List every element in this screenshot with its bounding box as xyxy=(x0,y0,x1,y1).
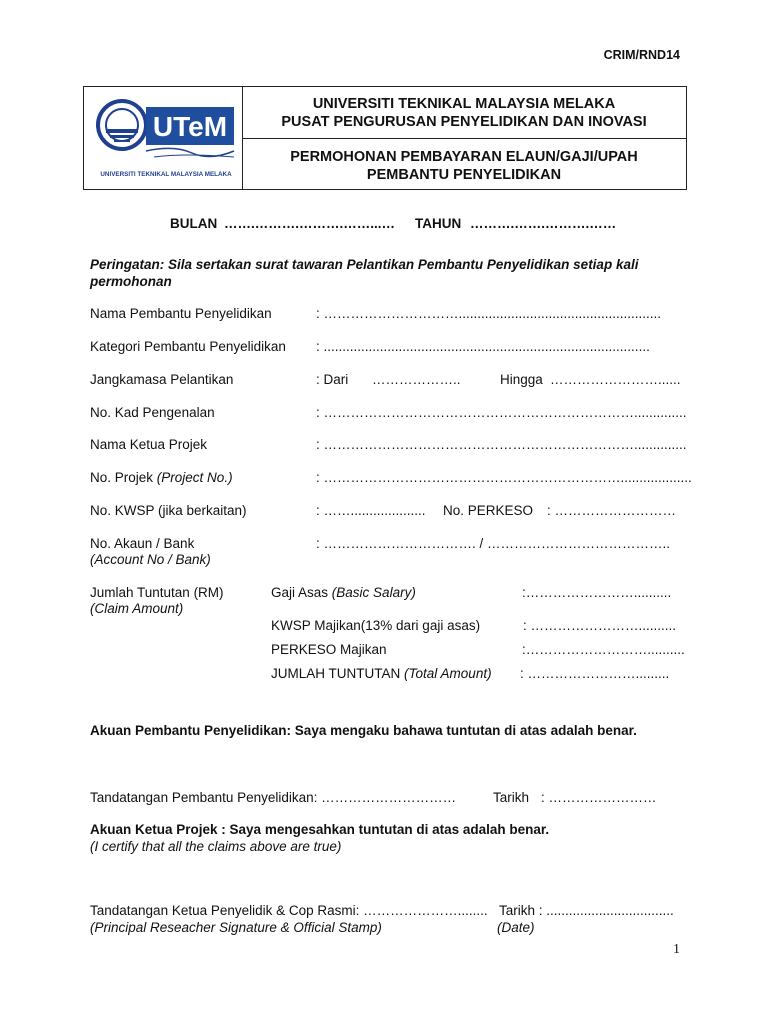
logo-subtitle: UNIVERSITI TEKNIKAL MALAYSIA MELAKA xyxy=(100,171,232,178)
declaration-ra: Akuan Pembantu Penyelidikan: Saya mengaku bahawa tuntutan di atas adalah benar. xyxy=(90,723,637,738)
kad-field[interactable]: : …………………………………………………………….............. xyxy=(316,405,687,420)
hingga-label: Hingga xyxy=(500,372,543,387)
form-title-cell xyxy=(242,140,686,189)
warning-line2: permohonan xyxy=(90,274,172,289)
kwsp-label: No. KWSP (jika berkaitan) xyxy=(90,503,247,518)
signature-ra-field[interactable]: Tandatangan Pembantu Penyelidikan: ………………………… xyxy=(90,790,457,805)
ketua-label: Nama Ketua Projek xyxy=(90,437,208,452)
dari-label: : Dari xyxy=(316,372,349,387)
perkeso-majikan-field[interactable]: :……………………….......... xyxy=(522,642,685,657)
bulan-label: BULAN xyxy=(170,216,218,231)
tahun-label: TAHUN xyxy=(415,216,462,231)
utem-logo xyxy=(84,87,242,189)
form-code: CRIM/RND14 xyxy=(603,48,680,62)
kad-label: No. Kad Pengenalan xyxy=(90,405,215,420)
jangkamasa-label: Jangkamasa Pelantikan xyxy=(90,372,234,387)
declaration-pl: Akuan Ketua Projek : Saya mengesahkan tuntutan di atas adalah benar. xyxy=(90,822,550,837)
projek-label-en: (Project No.) xyxy=(156,470,233,485)
dari-field[interactable]: ……………….. xyxy=(372,372,461,387)
gaji-field[interactable]: :…………………….......... xyxy=(522,585,672,600)
gaji-label-en: (Basic Salary) xyxy=(331,585,416,600)
kwsp-majikan-label: KWSP Majikan(13% dari gaji asas) xyxy=(271,618,481,633)
claim-label-en: (Claim Amount) xyxy=(90,601,184,616)
perkeso-majikan-label: PERKESO Majikan xyxy=(271,642,387,657)
kategori-field[interactable]: : ....................................................................................... xyxy=(316,339,650,354)
nama-field[interactable]: : …………………………...................................................... xyxy=(316,306,662,321)
akaun-field[interactable]: : ……………………………. / ………………………………….. xyxy=(316,536,671,551)
logo-text: UTeM xyxy=(152,111,228,142)
signature-pl-date-field[interactable]: Tarikh : .................................. xyxy=(499,903,674,918)
perkeso-label: No. PERKESO xyxy=(443,503,534,518)
form-title-line1: PERMOHONAN PEMBAYARAN ELAUN/GAJI/UPAH xyxy=(290,149,638,165)
signature-pl-date-label-en: (Date) xyxy=(497,920,535,935)
header-table xyxy=(83,86,687,190)
jumlah-label-en: (Total Amount) xyxy=(404,666,492,681)
jumlah-field[interactable]: : ……………………......... xyxy=(520,666,670,681)
hingga-field[interactable]: ……………………...... xyxy=(550,372,681,387)
jumlah-label xyxy=(271,666,492,681)
centre-name: PUSAT PENGURUSAN PENYELIDIKAN DAN INOVASI xyxy=(281,114,647,130)
logo-cell xyxy=(84,87,243,189)
kwsp-majikan-field[interactable]: : …………………….......... xyxy=(523,618,677,633)
header-title-cell xyxy=(242,87,686,139)
projek-label-ms: No. Projek xyxy=(90,470,154,485)
signature-pl-field[interactable]: Tandatangan Ketua Penyelidik & Cop Rasmi: …………………........ xyxy=(90,903,488,918)
akaun-label: No. Akaun / Bank xyxy=(90,536,195,551)
akaun-label-en: (Account No / Bank) xyxy=(90,552,211,567)
gaji-label-ms: Gaji Asas xyxy=(271,585,329,600)
signature-ra-date-label: Tarikh xyxy=(493,790,530,805)
ketua-field[interactable]: : …………………………………………………………….............. xyxy=(316,437,687,452)
kategori-label: Kategori Pembantu Penyelidikan xyxy=(90,339,286,354)
form-title-line2: PEMBANTU PENYELIDIKAN xyxy=(366,167,562,183)
university-name: UNIVERSITI TEKNIKAL MALAYSIA MELAKA xyxy=(312,96,616,112)
perkeso-field[interactable]: : ……………………… xyxy=(547,503,677,518)
declaration-pl-en: (I certify that all the claims above are true) xyxy=(90,839,342,854)
jumlah-label-ms: JUMLAH TUNTUTAN xyxy=(271,666,401,681)
bulan-field[interactable]: …….……….……….……...… xyxy=(224,216,396,231)
nama-label: Nama Pembantu Penyelidikan xyxy=(90,306,272,321)
gaji-label xyxy=(271,585,416,600)
projek-label xyxy=(90,470,233,485)
warning-line1: Peringatan: Sila sertakan surat tawaran Pelantikan Pembantu Penyelidikan setiap kali xyxy=(90,257,639,272)
signature-pl-label-en: (Principal Reseacher Signature & Official Stamp) xyxy=(90,920,382,935)
tahun-field[interactable]: ……….…….……….…… xyxy=(470,216,617,231)
projek-field[interactable]: : …………………………………………………………................... xyxy=(316,470,692,485)
kwsp-field[interactable]: : …….................... xyxy=(316,503,426,518)
claim-label: Jumlah Tuntutan (RM) xyxy=(90,585,224,600)
page-number: 1 xyxy=(673,942,680,957)
signature-ra-date-field[interactable]: : …………………… xyxy=(541,790,657,805)
